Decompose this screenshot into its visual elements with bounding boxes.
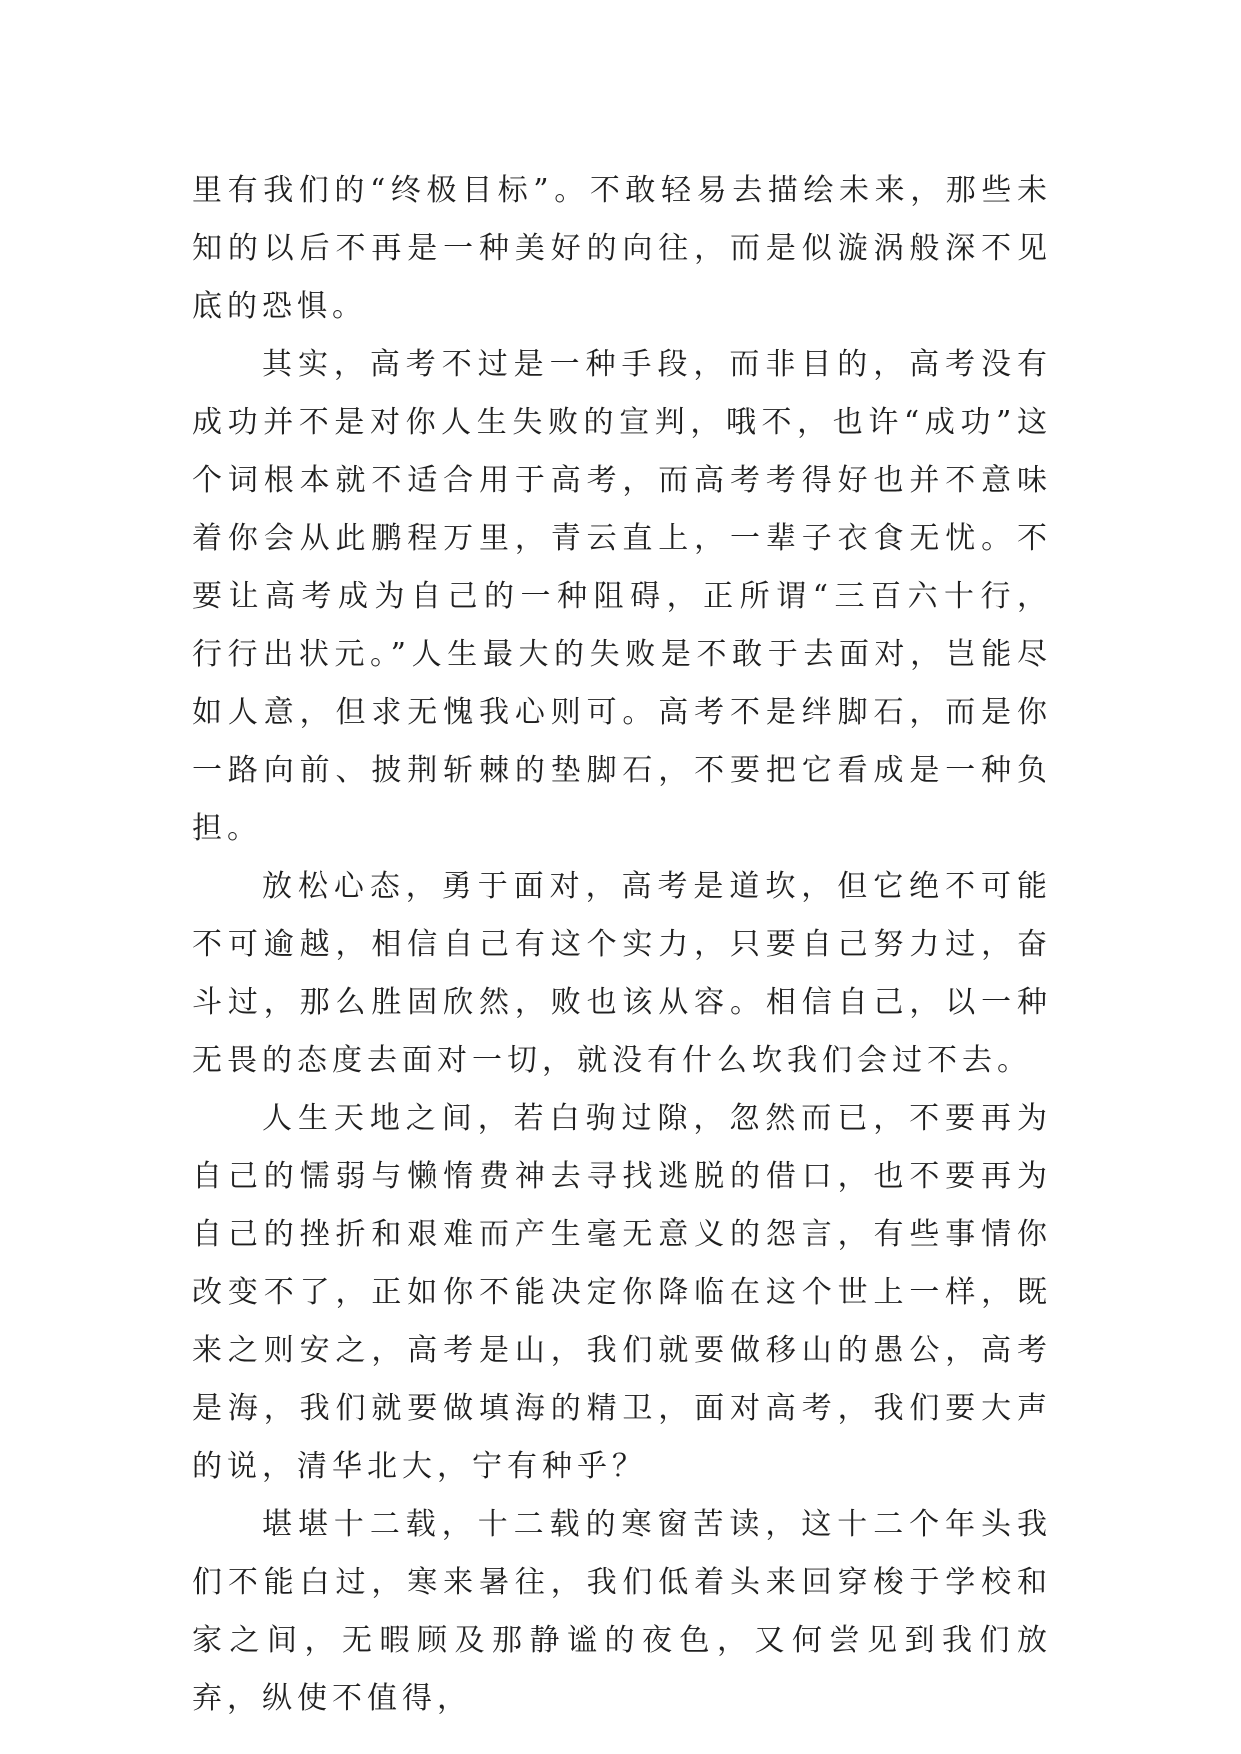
paragraph-4: 人生天地之间，若白驹过隙，忽然而已，不要再为自己的懦弱与懒惰费神去寻找逃脱的借口，也不要再为自己的挫折和艰难而产生毫无意义的怨言，有些事情你改变不了，正如你不能决定你降临在这个世上一样，既来之则安之，高考是山，我们就要做移山的愚公，高考是海，我们就要做填海的精卫，面对高考，我们要大声的说，清华北大，宁有种乎？ <box>192 1101 1052 1484</box>
paragraph-3: 放松心态，勇于面对，高考是道坎，但它绝不可能不可逾越，相信自己有这个实力，只要自己努力过，奋斗过，那么胜固欣然，败也该从容。相信自己，以一种无畏的态度去面对一切，就没有什么坎我们会过不去。 <box>192 869 1052 1078</box>
paragraph-2: 其实，高考不过是一种手段，而非目的，高考没有成功并不是对你人生失败的宣判，哦不，也许“成功”这个词根本就不适合用于高考，而高考考得好也并不意味着你会从此鹏程万里，青云直上，一辈子衣食无忧。不要让高考成为自己的一种阻碍，正所谓“三百六十行，行行出状元。”人生最大的失败是不敢于去面对，岂能尽如人意，但求无愧我心则可。高考不是绊脚石，而是你一路向前、披荆斩棘的垫脚石，不要把它看成是一种负担。 <box>192 347 1052 846</box>
document-body <box>192 162 1052 1728</box>
paragraph-5: 堪堪十二载，十二载的寒窗苦读，这十二个年头我们不能白过，寒来暑往，我们低着头来回穿梭于学校和家之间，无暇顾及那静谧的夜色，又何尝见到我们放弃，纵使不值得， <box>192 1507 1052 1716</box>
paragraph-1: 里有我们的“终极目标”。不敢轻易去描绘未来，那些未知的以后不再是一种美好的向往，而是似漩涡般深不见底的恐惧。 <box>192 173 1052 324</box>
